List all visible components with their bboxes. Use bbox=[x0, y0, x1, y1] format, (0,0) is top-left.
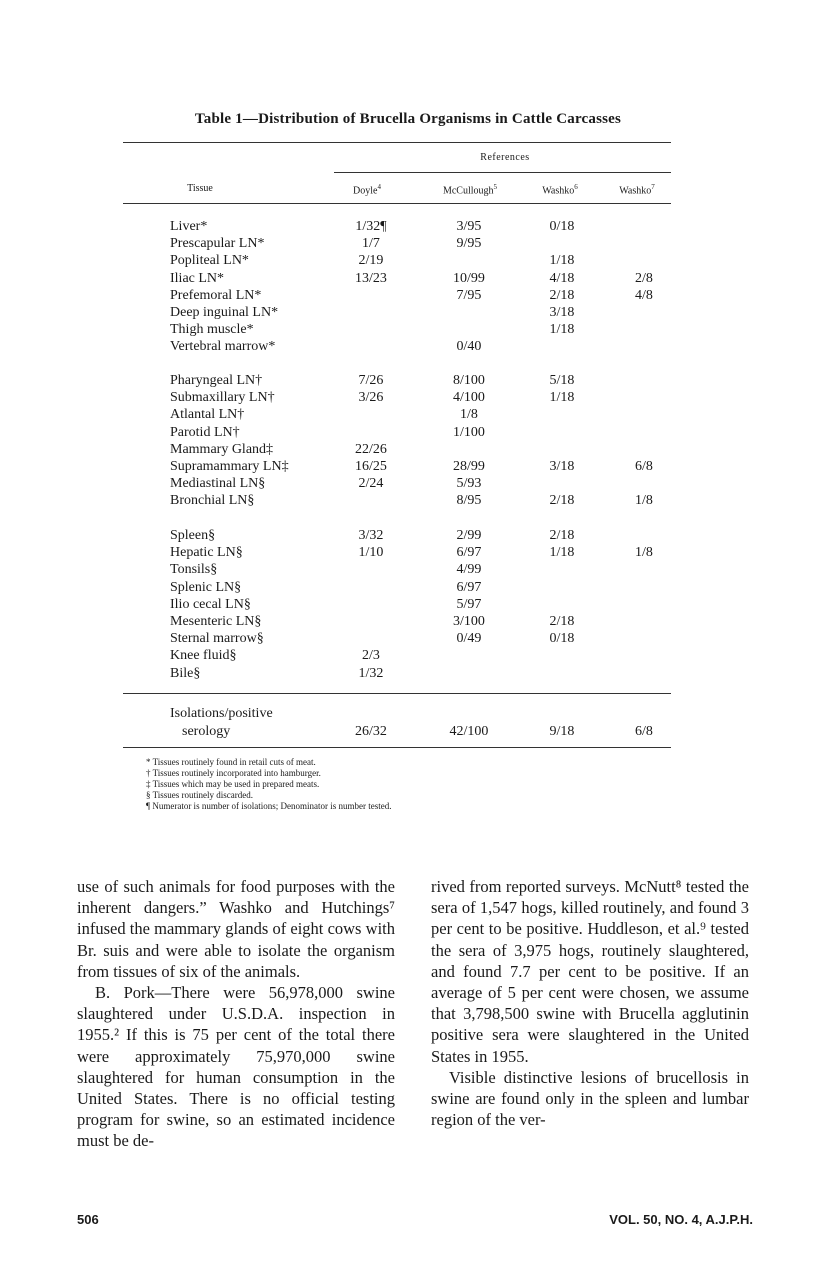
tissue-name: Ilio cecal LN§ bbox=[170, 596, 251, 612]
footnote: ‡ Tissues which may be used in prepared meats. bbox=[146, 779, 320, 789]
tissue-name: Prefemoral LN* bbox=[170, 287, 262, 303]
table-cell: 3/95 bbox=[456, 219, 482, 234]
table-cell: 3/18 bbox=[549, 459, 575, 474]
table-cell: 1/8 bbox=[635, 545, 653, 561]
tissue-name: Knee fluid§ bbox=[170, 648, 237, 664]
tissue-name: Bile§ bbox=[170, 665, 201, 681]
table-cell: 2/8 bbox=[635, 270, 653, 286]
table-cell: 1/32 bbox=[358, 665, 384, 681]
table-cell: 1/18 bbox=[549, 322, 575, 338]
table-cell: 3/32 bbox=[358, 528, 384, 543]
footnote: * Tissues routinely found in retail cuts of meat. bbox=[146, 757, 316, 767]
tissue-name: Pharyngeal LN† bbox=[170, 373, 263, 388]
tissue-name: Iliac LN* bbox=[170, 270, 225, 286]
body-column-right bbox=[431, 876, 749, 1130]
tissue-name: Parotid LN† bbox=[170, 424, 240, 440]
tissue-name: Bronchial LN§ bbox=[170, 493, 255, 509]
table-cell: 7/26 bbox=[358, 373, 384, 388]
column-name: Washko bbox=[619, 185, 652, 197]
table-cell: 3/18 bbox=[549, 305, 575, 320]
table-cell: 2/18 bbox=[549, 614, 575, 629]
table-cell: 13/23 bbox=[355, 270, 387, 286]
table-cell: 1/100 bbox=[453, 424, 485, 440]
paragraph: B. Pork—There were 56,978,000 swine slaughtered under U.S.D.A. inspection in 1955.² If this is 75 per cent of the total there were approximately 75,970,000 swine slaughtered for human consumption in the United States. There is no official testing program for swine, so an estimated incidence must be de- bbox=[77, 983, 395, 1151]
tissue-name: Sternal marrow§ bbox=[170, 631, 264, 647]
footnote: † Tissues routinely incorporated into hamburger. bbox=[146, 768, 321, 778]
table-cell: 9/95 bbox=[456, 236, 482, 252]
tissue-name: Liver* bbox=[170, 219, 208, 234]
page-number: 506 bbox=[77, 1212, 99, 1227]
column-name: Washko bbox=[542, 185, 575, 197]
body-column-left bbox=[77, 876, 395, 1152]
table-cell: 8/95 bbox=[456, 493, 482, 509]
totals-label-line2: serology bbox=[182, 724, 231, 739]
table-cell: 6/97 bbox=[456, 545, 482, 561]
column-ref: 4 bbox=[377, 183, 381, 191]
tissue-name: Mesenteric LN§ bbox=[170, 614, 262, 629]
column-header-washko-7 bbox=[602, 183, 672, 196]
table-cell: 2/99 bbox=[456, 528, 482, 543]
tissue-name: Supramammary LN‡ bbox=[170, 459, 289, 474]
table-cell: 22/26 bbox=[355, 441, 387, 457]
column-ref: 6 bbox=[574, 183, 578, 191]
table-cell: 1/18 bbox=[549, 545, 575, 561]
table-cell: 4/100 bbox=[453, 390, 485, 406]
table-cell: 2/18 bbox=[549, 493, 575, 509]
table-cell: 7/95 bbox=[456, 287, 482, 303]
total-doyle: 26/32 bbox=[355, 724, 387, 739]
table-cell: 1/18 bbox=[549, 390, 575, 406]
tissue-header: Tissue bbox=[187, 183, 213, 194]
table-cell: 1/10 bbox=[358, 545, 384, 561]
tissue-name: Deep inguinal LN* bbox=[170, 305, 279, 320]
column-ref: 5 bbox=[493, 183, 498, 191]
table-cell: 2/18 bbox=[549, 287, 575, 303]
table-cell: 6/8 bbox=[635, 459, 653, 474]
table-cell: 0/18 bbox=[549, 219, 575, 234]
tissue-name: Splenic LN§ bbox=[170, 579, 242, 595]
total-washko-6: 9/18 bbox=[549, 724, 575, 739]
table-cell: 0/49 bbox=[456, 631, 482, 647]
tissue-name: Tonsils§ bbox=[170, 562, 218, 578]
column-name: Doyle bbox=[353, 185, 378, 197]
column-header-mccullough bbox=[425, 183, 515, 196]
paragraph: Visible distinctive lesions of brucellosis in swine are found only in the spleen and lumbar region of the ver- bbox=[431, 1067, 749, 1130]
table-cell: 5/93 bbox=[456, 476, 482, 492]
table-cell: 0/18 bbox=[549, 631, 575, 647]
column-name: McCullough bbox=[442, 185, 494, 197]
table-bottom-rule bbox=[123, 747, 671, 748]
table-cell: 1/7 bbox=[362, 236, 380, 252]
table-cell: 1/18 bbox=[549, 253, 575, 269]
totals-top-rule bbox=[123, 693, 671, 694]
table-cell: 16/25 bbox=[355, 459, 387, 474]
tissue-name: Atlantal LN† bbox=[170, 407, 245, 423]
footnote: § Tissues routinely discarded. bbox=[146, 790, 253, 800]
references-label: References bbox=[480, 152, 530, 163]
table-cell: 8/100 bbox=[453, 373, 485, 388]
column-ref: 7 bbox=[651, 183, 655, 191]
table-cell: 2/3 bbox=[362, 648, 380, 664]
column-header-washko-6 bbox=[525, 183, 595, 196]
total-mccullough: 42/100 bbox=[449, 724, 489, 739]
table-cell: 4/99 bbox=[456, 562, 482, 578]
table-cell: 6/97 bbox=[456, 579, 482, 595]
table-cell: 28/99 bbox=[453, 459, 485, 474]
totals-label-line1: Isolations/positive bbox=[170, 706, 273, 721]
table-cell: 1/8 bbox=[635, 493, 653, 509]
tissue-name: Spleen§ bbox=[170, 528, 216, 543]
tissue-name: Thigh muscle* bbox=[170, 322, 254, 338]
table-cell: 0/40 bbox=[456, 339, 482, 355]
table-cell: 5/97 bbox=[456, 596, 482, 612]
table-cell: 2/24 bbox=[358, 476, 384, 492]
table-cell: 2/19 bbox=[358, 253, 384, 269]
table-cell: 5/18 bbox=[549, 373, 575, 388]
total-washko-7: 6/8 bbox=[635, 724, 653, 739]
paragraph: rived from reported surveys. McNutt⁸ tested the sera of 1,547 hogs, killed routinely, and found 3 per cent to be positive. Huddleson, et al.⁹ tested the sera of 3,975 hogs, routinely slaughtered, and found 7.7 per cent to be positive. If an average of 5 per cent were chosen, we assume that 3,798,500 swine with Brucella agglutinin positive sera were slaughtered in the United States in 1955. bbox=[431, 877, 749, 1066]
tissue-name: Submaxillary LN† bbox=[170, 390, 275, 406]
table-cell: 3/100 bbox=[453, 614, 485, 629]
table-cell: 3/26 bbox=[358, 390, 384, 406]
header-bottom-rule bbox=[123, 203, 671, 204]
table-footnotes bbox=[146, 757, 392, 812]
tissue-name: Mediastinal LN§ bbox=[170, 476, 266, 492]
table-title: Table 1—Distribution of Brucella Organisms in Cattle Carcasses bbox=[194, 111, 622, 127]
tissue-name: Hepatic LN§ bbox=[170, 545, 243, 561]
table-top-rule bbox=[123, 142, 671, 143]
table-cell: 10/99 bbox=[453, 270, 485, 286]
table-cell: 4/8 bbox=[635, 287, 653, 303]
tissue-name: Prescapular LN* bbox=[170, 236, 265, 252]
references-rule bbox=[334, 172, 671, 173]
tissue-name: Mammary Gland‡ bbox=[170, 441, 274, 457]
tissue-name: Popliteal LN* bbox=[170, 253, 249, 269]
paragraph: use of such animals for food purposes with the inherent dangers.” Washko and Hutchings⁷ infused the mammary glands of eight cows with Br. suis and were able to isolate the organism from tissues of six of the animals. bbox=[77, 877, 395, 981]
tissue-name: Vertebral marrow* bbox=[170, 339, 276, 355]
table-cell: 1/32¶ bbox=[355, 219, 387, 234]
table-cell: 4/18 bbox=[549, 270, 575, 286]
table-cell: 2/18 bbox=[549, 528, 575, 543]
table-cell: 1/8 bbox=[460, 407, 478, 423]
footnote: ¶ Numerator is number of isolations; Denominator is number tested. bbox=[146, 801, 392, 811]
column-header-doyle bbox=[332, 183, 402, 196]
journal-citation: VOL. 50, NO. 4, A.J.P.H. bbox=[609, 1212, 753, 1227]
